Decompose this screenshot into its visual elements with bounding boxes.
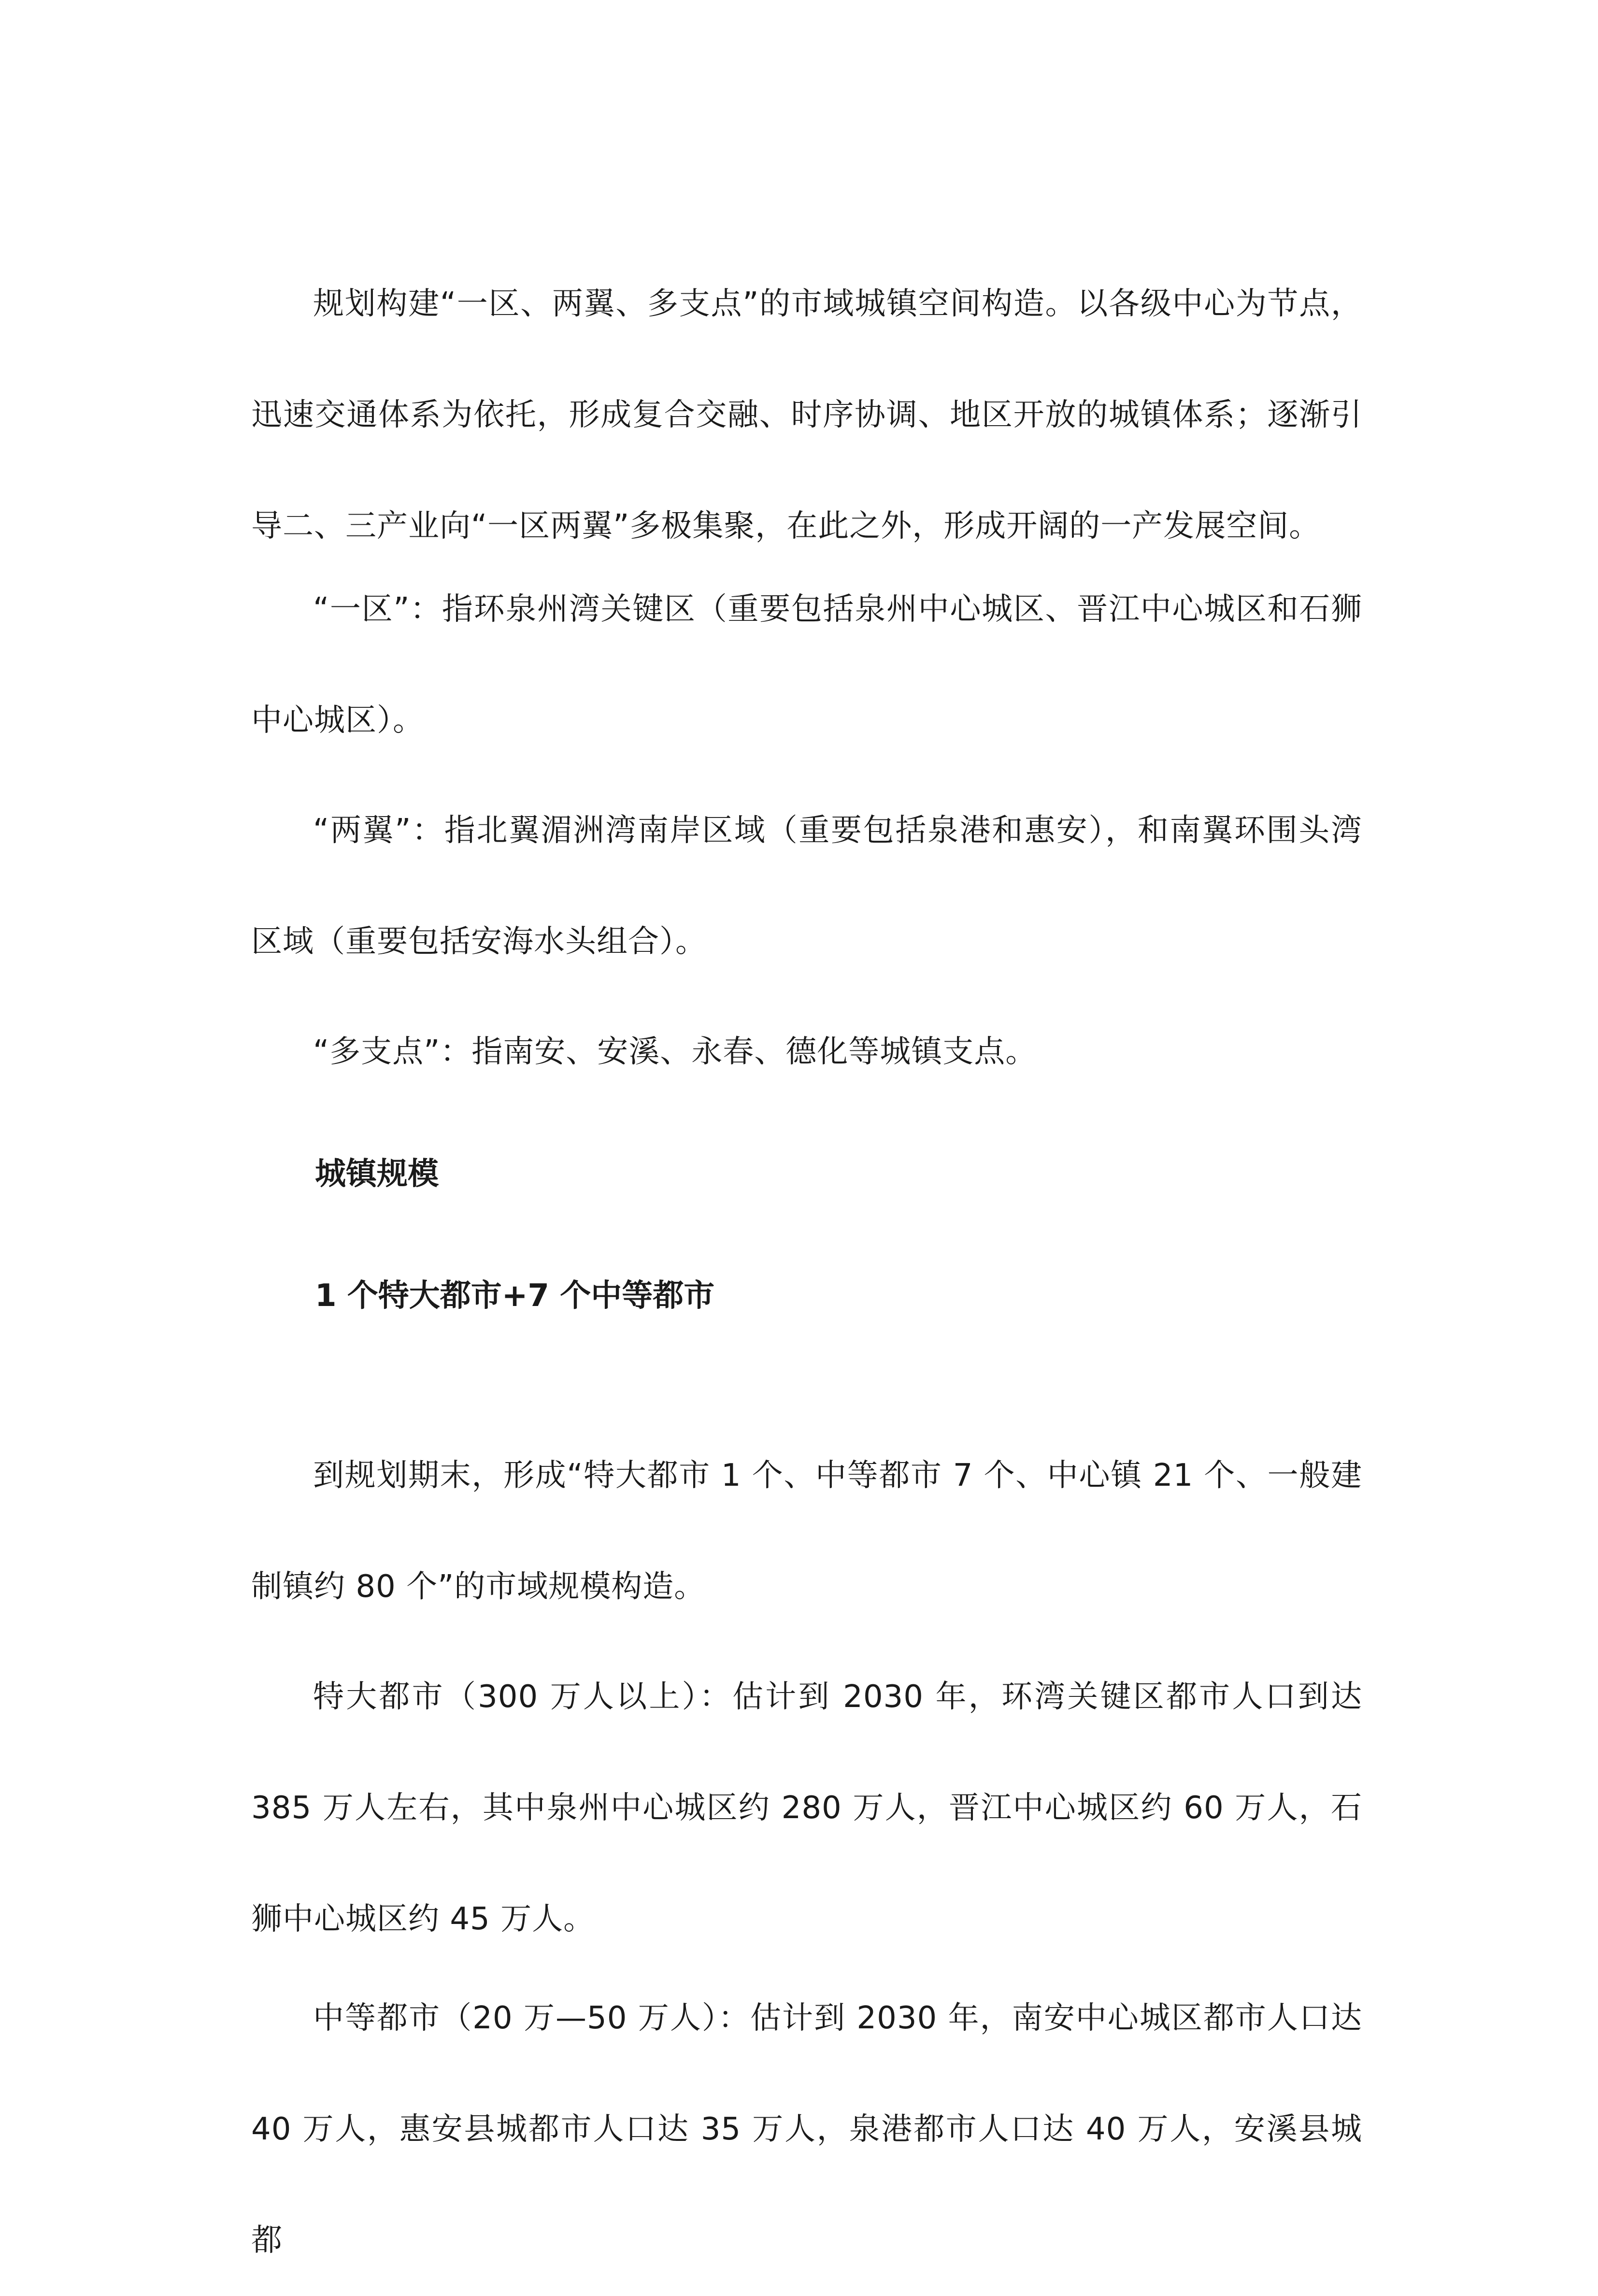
paragraph-spatial-structure: 规划构建“一区、两翼、多支点”的市域城镇空间构造。以各级中心为节点，迅速交通体系为依托，形成复合交融、时序协调、地区开放的城镇体系；逐渐引导二、三产业向“一区两翼”多极集聚，在此之外，形成开阔的一产发展空间。 [251, 286, 1362, 544]
subheading-city-count: 1 个特大都市+7 个中等都市 [315, 1278, 715, 1314]
paragraph-megacity: 特大都市（300 万人以上）：估计到 2030 年，环湾关键区都市人口到达 385 万人左右，其中泉州中心城区约 280 万人，晋江中心城区约 60 万人，石狮中心城区约 45 万人。 [251, 1679, 1362, 1937]
paragraph-two-wings: “两翼”：指北翼湄洲湾南岸区域（重要包括泉港和惠安），和南翼环围头湾区域（重要包括安海水头组合）。 [251, 813, 1362, 960]
paragraph-scale-structure: 到规划期末，形成“特大都市 1 个、中等都市 7 个、中心镇 21 个、一般建制镇约 80 个”的市域规模构造。 [251, 1458, 1362, 1605]
paragraph-multi-nodes: “多支点”：指南安、安溪、永春、德化等城镇支点。 [313, 1034, 1037, 1070]
paragraph-one-zone: “一区”：指环泉州湾关键区（重要包括泉州中心城区、晋江中心城区和石狮中心城区）。 [251, 591, 1362, 738]
paragraph-medium-cities: 中等都市（20 万—50 万人）：估计到 2030 年，南安中心城区都市人口达 40 万人，惠安县城都市人口达 35 万人，泉港都市人口达 40 万人，安溪县城都 [251, 2000, 1362, 2258]
section-heading-town-scale: 城镇规模 [315, 1156, 439, 1192]
